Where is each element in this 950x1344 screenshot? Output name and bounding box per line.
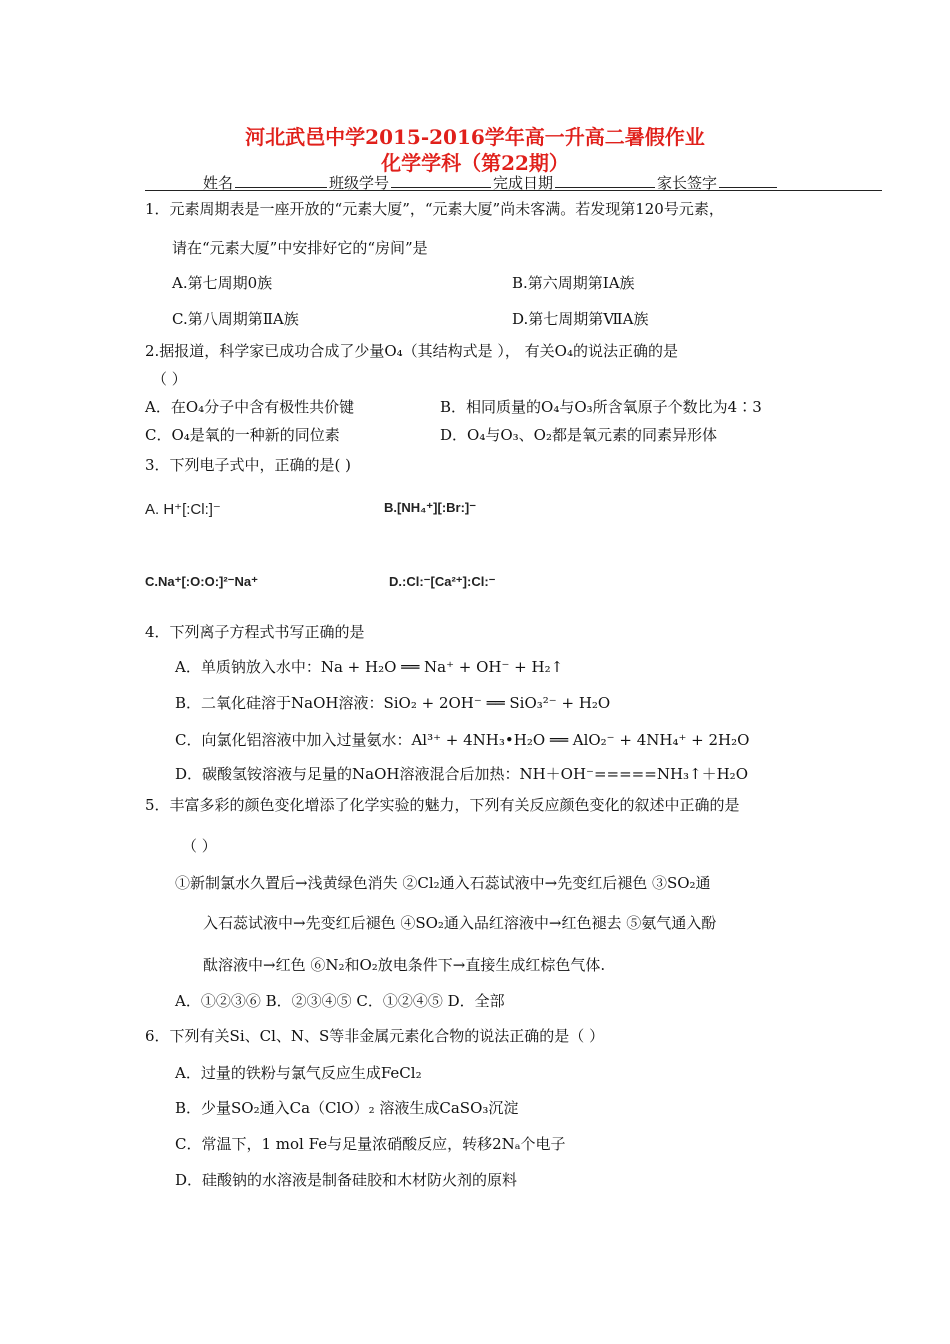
q3-option-a[interactable]: A. H⁺[:Cl:]⁻ xyxy=(145,501,221,518)
q4-stem: 4．下列离子方程式书写正确的是 xyxy=(145,623,365,641)
q6-stem: 6．下列有关Si、Cl、N、S等非金属元素化合物的说法正确的是（ ） xyxy=(145,1027,605,1045)
q6-option-c[interactable]: C．常温下，1 mol Fe与足量浓硝酸反应，转移2Nₐ个电子 xyxy=(175,1135,566,1153)
q5-statement-line2: 入石蕊试液中→先变红后褪色 ④SO₂通入品红溶液中→红色褪去 ⑤氨气通入酚 xyxy=(203,914,717,932)
q2-option-b[interactable]: B．相同质量的O₄与O₃所含氧原子个数比为4∶3 xyxy=(440,398,762,416)
q6-option-b[interactable]: B．少量SO₂通入Ca（ClO）₂ 溶液生成CaSO₃沉淀 xyxy=(175,1099,519,1117)
q5-options[interactable]: A．①②③⑥ B．②③④⑤ C．①②④⑤ D．全部 xyxy=(175,992,505,1010)
q2-option-d[interactable]: D．O₄与O₃、O₂都是氧元素的同素异形体 xyxy=(440,426,717,444)
q5-stem: 5．丰富多彩的颜色变化增添了化学实验的魅力，下列有关反应颜色变化的叙述中正确的是 xyxy=(145,796,740,814)
q2-option-c[interactable]: C．O₄是氧的一种新的同位素 xyxy=(145,426,340,444)
title-line1: 河北武邑中学2015-2016学年高一升高二暑假作业 xyxy=(245,125,705,149)
q4-option-c[interactable]: C．向氯化铝溶液中加入过量氨水：Al³⁺ + 4NH₃•H₂O ══ AlO₂⁻ + 4NH₄⁺ + 2H₂O xyxy=(175,731,750,749)
q2-option-a[interactable]: A．在O₄分子中含有极性共价键 xyxy=(145,398,355,416)
q5-statement-line1: ①新制氯水久置后→浅黄绿色消失 ②Cl₂通入石蕊试液中→先变红后褪色 ③SO₂通 xyxy=(175,874,711,892)
title-line2: 化学学科（第22期） xyxy=(381,151,569,175)
q3-option-d[interactable]: D.:Cl:⁻[Ca²⁺]:Cl:⁻ xyxy=(389,574,496,589)
q1-option-c[interactable]: C.第八周期第ⅡA族 xyxy=(172,310,299,328)
q1-option-d[interactable]: D.第七周期第ⅦA族 xyxy=(512,310,649,328)
q4-option-d[interactable]: D．碳酸氢铵溶液与足量的NaOH溶液混合后加热：NH＋OH⁻=====NH₃↑＋H₂O xyxy=(175,765,748,783)
name-label: 姓名 xyxy=(203,174,234,192)
q1-option-a[interactable]: A.第七周期0族 xyxy=(172,274,273,292)
name-field[interactable] xyxy=(203,172,779,193)
q6-option-d[interactable]: D．硅酸钠的水溶液是制备硅胶和木材防火剂的原料 xyxy=(175,1171,518,1189)
date-label: 完成日期 xyxy=(493,174,554,192)
q4-option-a[interactable]: A．单质钠放入水中：Na + H₂O ══ Na⁺ + OH⁻ + H₂↑ xyxy=(175,658,564,676)
q1-stem-2: 请在“元素大厦”中安排好它的“房间”是 xyxy=(172,239,428,257)
q1-option-b[interactable]: B.第六周期第ⅠA族 xyxy=(512,274,635,292)
q4-option-b[interactable]: B．二氧化硅溶于NaOH溶液：SiO₂ + 2OH⁻ ══ SiO₃²⁻ + H₂O xyxy=(175,694,611,712)
signature-label: 家长签字 xyxy=(657,174,718,192)
class-label: 班级学号 xyxy=(329,174,390,192)
q3-option-b[interactable]: B.[NH₄⁺][:Br:]⁻ xyxy=(384,500,477,515)
q2-answer-blank: （ ） xyxy=(152,370,187,388)
q5-answer-blank: （ ） xyxy=(182,837,217,855)
q3-option-c[interactable]: C.Na⁺[:O:O:]²⁻Na⁺ xyxy=(145,574,259,589)
q1-stem: 1．元素周期表是一座开放的“元素大厦”，“元素大厦”尚未客满。若发现第120号元素， xyxy=(145,200,724,218)
q5-statement-line3: 酞溶液中→红色 ⑥N₂和O₂放电条件下→直接生成红棕色气体. xyxy=(203,956,606,974)
q3-stem: 3．下列电子式中，正确的是( ) xyxy=(145,456,352,474)
q2-stem: 2.据报道，科学家已成功合成了少量O₄（其结构式是 ）， 有关O₄的说法正确的是 xyxy=(145,342,678,360)
q6-option-a[interactable]: A．过量的铁粉与氯气反应生成FeCl₂ xyxy=(175,1064,422,1082)
